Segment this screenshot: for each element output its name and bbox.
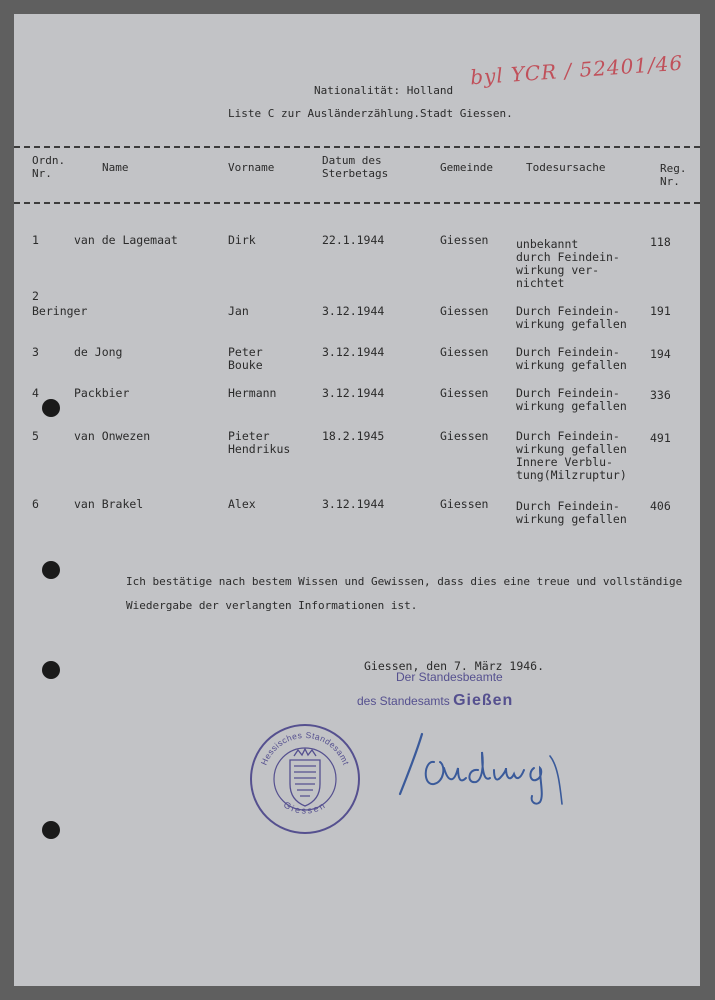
col-header-name: Name xyxy=(102,161,129,174)
cell-name: van de Lagemaat xyxy=(74,233,178,247)
cell-vorname: Alex xyxy=(228,497,256,511)
cell-reg-nr: 118 xyxy=(650,235,671,249)
cell-vorname: Hermann xyxy=(228,386,277,400)
cell-todesursache: Durch Feindein- wirkung gefallen xyxy=(516,345,627,372)
cell-datum: 3.12.1944 xyxy=(322,345,385,359)
cell-nr: 6 xyxy=(32,497,39,511)
col-header-ordn-nr: Ordn. Nr. xyxy=(32,154,66,180)
cell-todesursache: Durch Feindein- wirkung gefallen xyxy=(516,499,627,526)
cell-name: Packbier xyxy=(74,386,130,400)
stamp-city: Gießen xyxy=(453,692,514,709)
col-header-todesursache: Todesursache xyxy=(526,161,606,174)
archive-reference-annotation: byl YCR / 52401/46 xyxy=(469,50,684,90)
cell-gemeinde: Giessen xyxy=(440,386,489,400)
cell-reg-nr: 336 xyxy=(650,388,671,402)
punch-hole xyxy=(42,561,60,579)
seal-bottom-text: Giessen xyxy=(281,799,329,816)
cell-vorname: Jan xyxy=(228,304,249,318)
cell-gemeinde: Giessen xyxy=(440,233,489,247)
cell-datum: 3.12.1944 xyxy=(322,497,385,511)
cell-datum: 18.2.1945 xyxy=(322,429,385,443)
cell-nr: 1 xyxy=(32,233,39,247)
cell-vorname: Dirk xyxy=(228,233,256,247)
cell-name: de Jong xyxy=(74,345,123,359)
table-header-rule xyxy=(14,202,700,204)
cell-vorname: Pieter Hendrikus xyxy=(228,429,291,456)
cell-reg-nr: 406 xyxy=(650,499,671,513)
cell-todesursache: unbekannt durch Feindein- wirkung ver- nichtet xyxy=(516,237,620,290)
cell-name: van Brakel xyxy=(74,497,144,511)
cell-todesursache: Durch Feindein- wirkung gefallen Innere Verblu- tung(Milzruptur) xyxy=(516,429,627,482)
document-page xyxy=(14,14,700,986)
seal-top-text: Hessisches Standesamt xyxy=(258,729,352,767)
cell-nr: 4 xyxy=(32,386,39,400)
col-header-vorname: Vorname xyxy=(228,161,275,174)
registrar-stamp-line1: Der Standesbeamte xyxy=(396,670,503,684)
cell-nr: 3 xyxy=(32,345,39,359)
handwritten-signature xyxy=(394,726,584,806)
cell-gemeinde: Giessen xyxy=(440,429,489,443)
cell-vorname: Peter Bouke xyxy=(228,345,263,372)
coat-of-arms-icon xyxy=(290,749,320,806)
cell-datum: 3.12.1944 xyxy=(322,304,385,318)
punch-hole xyxy=(42,661,60,679)
punch-hole xyxy=(42,821,60,839)
cell-todesursache: Durch Feindein- wirkung gefallen xyxy=(516,386,627,413)
svg-text:Giessen xyxy=(282,799,328,815)
certification-text: Ich bestätige nach bestem Wissen und Gewissen, dass dies eine treue und vollständige Wiedergabe der verlangten Informationen ist. xyxy=(126,575,683,612)
nationality-heading: Nationalität: Holland xyxy=(314,84,454,97)
registrar-stamp-line2 xyxy=(357,692,513,710)
cell-reg-nr: 491 xyxy=(650,431,671,445)
cell-reg-nr: 191 xyxy=(650,304,671,318)
col-header-datum: Datum des Sterbetags xyxy=(322,154,389,180)
official-seal xyxy=(248,722,362,836)
cell-nr: 5 xyxy=(32,429,39,443)
cell-todesursache: Durch Feindein- wirkung gefallen xyxy=(516,304,627,331)
cell-nr: 2 xyxy=(32,289,39,303)
cell-gemeinde: Giessen xyxy=(440,304,489,318)
cell-datum: 22.1.1944 xyxy=(322,233,385,247)
cell-reg-nr: 194 xyxy=(650,347,671,361)
list-title: Liste C zur Ausländerzählung.Stadt Giessen. xyxy=(228,107,513,120)
cell-gemeinde: Giessen xyxy=(440,345,489,359)
punch-hole xyxy=(42,399,60,417)
table-top-rule xyxy=(14,146,700,148)
cell-gemeinde: Giessen xyxy=(440,497,489,511)
col-header-reg-nr: Reg. Nr. xyxy=(660,162,687,188)
place-and-date: Giessen, den 7. März 1946. xyxy=(364,659,545,673)
cell-name: van Onwezen xyxy=(74,429,151,443)
col-header-gemeinde: Gemeinde xyxy=(440,161,493,174)
cell-datum: 3.12.1944 xyxy=(322,386,385,400)
stamp-office-label: des Standesamts xyxy=(357,694,450,708)
cell-name: Beringer xyxy=(32,304,88,318)
